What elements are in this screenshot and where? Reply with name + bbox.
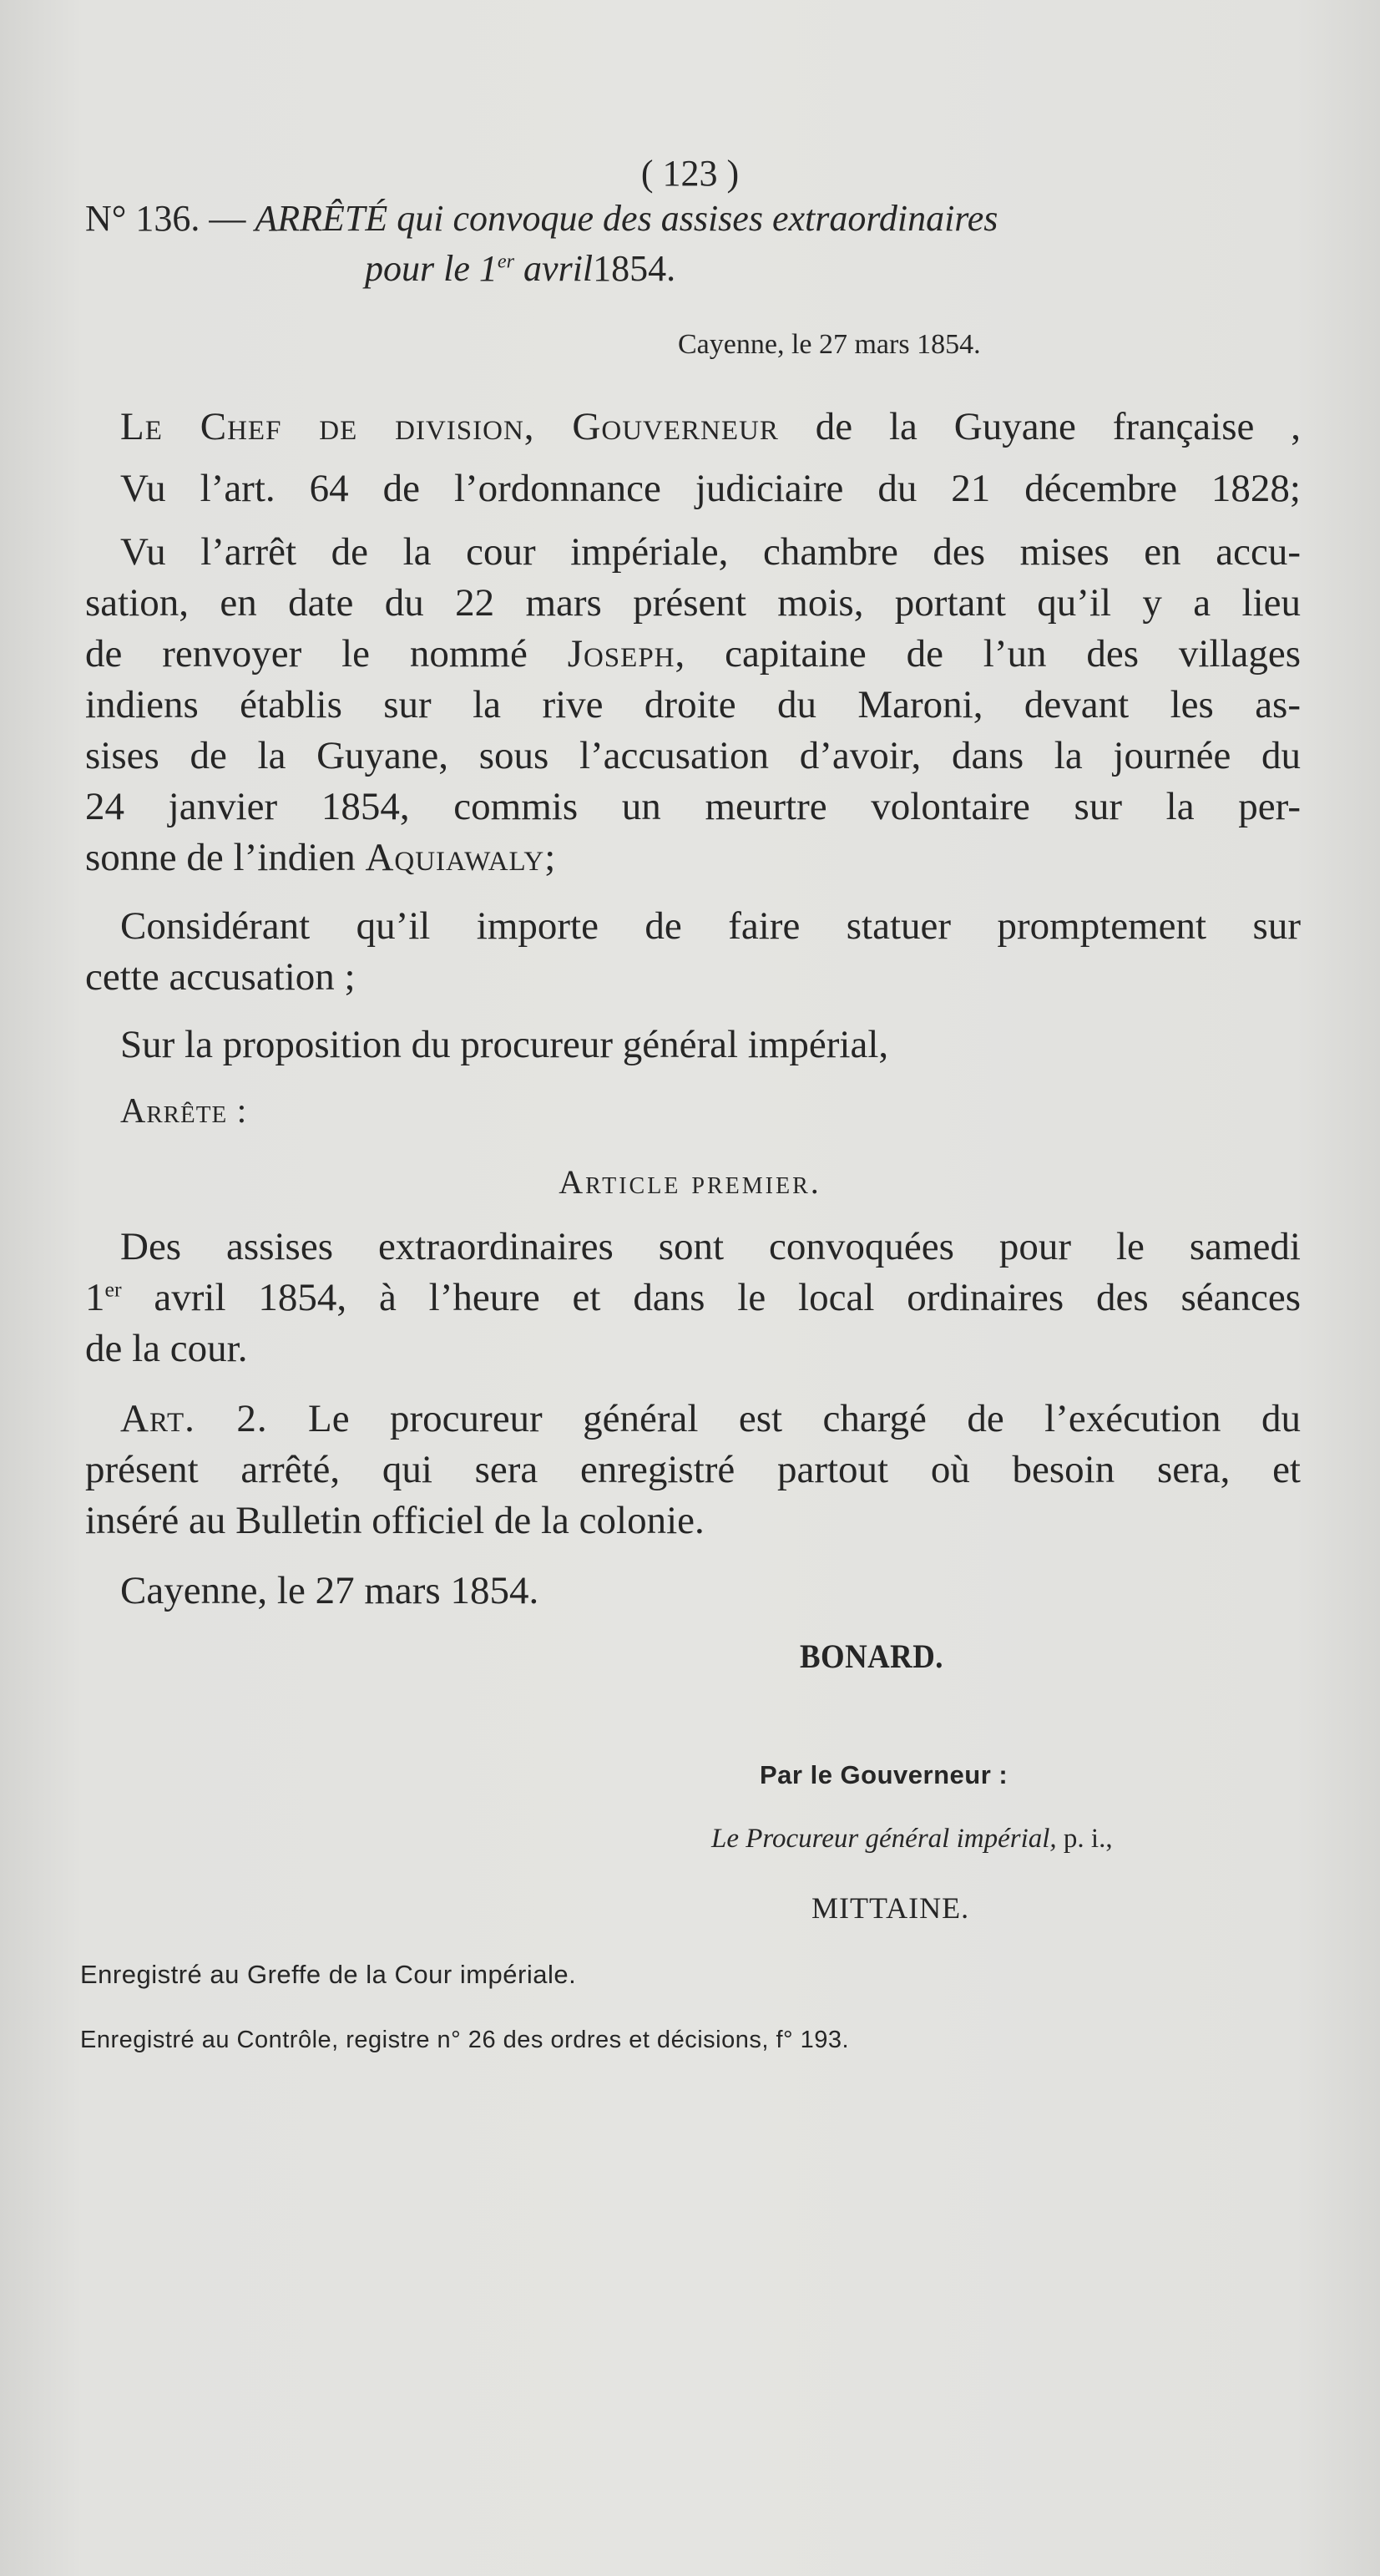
- paragraph-line: inséré au Bulletin officiel de la colonie.: [85, 1499, 705, 1542]
- paragraph-line: cette accusation ;: [85, 955, 356, 999]
- signature-mittaine: MITTAINE.: [811, 1891, 970, 1925]
- decree-title-arrete: ARRÊTÉ: [255, 198, 388, 239]
- registration-greffe: Enregistré au Greffe de la Cour impériale.: [80, 1960, 577, 1989]
- paragraph-line: sonne de l’indien Aquiawaly;: [85, 836, 556, 879]
- paragraph-line: 24 janvier 1854, commis un meurtre volontaire sur la per-: [85, 785, 1301, 828]
- decree-title-line2: pour le 1er avril1854.: [365, 248, 676, 289]
- paragraph-vu-ordonnance: Vu l’art. 64 de l’ordonnance judiciaire du 21 décembre 1828;: [120, 467, 1301, 510]
- decree-title-line1: [85, 197, 998, 240]
- paragraph-line: sation, en date du 22 mars présent mois, portant qu’il y a lieu: [85, 581, 1301, 625]
- accused-name: Joseph: [567, 632, 675, 676]
- paragraph-line: présent arrêté, qui sera enregistré partout où besoin sera, et: [85, 1448, 1301, 1491]
- paragraph-line: de renvoyer le nommé Joseph, capitaine de l’un des villages: [85, 632, 1302, 676]
- closing-date: Cayenne, le 27 mars 1854.: [120, 1569, 539, 1612]
- paragraph-vu-arret: Vu l’arrêt de la cour impériale, chambre des mises en accu-: [120, 530, 1301, 574]
- decree-number: N° 136. —: [85, 198, 246, 239]
- par-le-gouverneur: Par le Gouverneur :: [760, 1760, 1008, 1789]
- victim-name: Aquiawaly: [365, 836, 545, 879]
- paragraph-considerant: Considérant qu’il importe de faire statuer promptement sur: [120, 904, 1301, 948]
- article-1-text: Des assises extraordinaires sont convoquées pour le samedi: [120, 1225, 1301, 1268]
- paragraph-line: de la cour.: [85, 1327, 248, 1370]
- article-1-heading: Article premier.: [559, 1163, 821, 1201]
- dateline: Cayenne, le 27 mars 1854.: [678, 329, 981, 360]
- paragraph-proposition: Sur la proposition du procureur général impérial,: [120, 1023, 889, 1066]
- procureur-line: Le Procureur général impérial, p. i.,: [711, 1824, 1113, 1854]
- registration-controle: Enregistré au Contrôle, registre n° 26 des ordres et décisions, f° 193.: [80, 2027, 850, 2053]
- page-number: ( 123 ): [640, 153, 740, 194]
- paragraph-line: indiens établis sur la rive droite du Maroni, devant les as-: [85, 683, 1301, 726]
- paragraph-line: sises de la Guyane, sous l’accusation d’avoir, dans la journée du: [85, 734, 1301, 777]
- arrete-label: Arrête :: [120, 1092, 248, 1131]
- article-2-text: Art. 2. Le procureur général est chargé de l’exécution du: [120, 1397, 1301, 1440]
- decree-title-rest: qui convoque des assises extraordinaires: [397, 198, 998, 239]
- signature-bonard: BONARD.: [800, 1637, 943, 1675]
- governor-title: Le Chef de division, Gouverneur: [120, 405, 779, 448]
- article-2-label: Art. 2.: [120, 1397, 268, 1440]
- paragraph-line: 1er avril 1854, à l’heure et dans le local ordinaires des séances: [85, 1276, 1301, 1319]
- governor-intro: Le Chef de division, Gouverneur de la Guyane française ,: [120, 405, 1301, 448]
